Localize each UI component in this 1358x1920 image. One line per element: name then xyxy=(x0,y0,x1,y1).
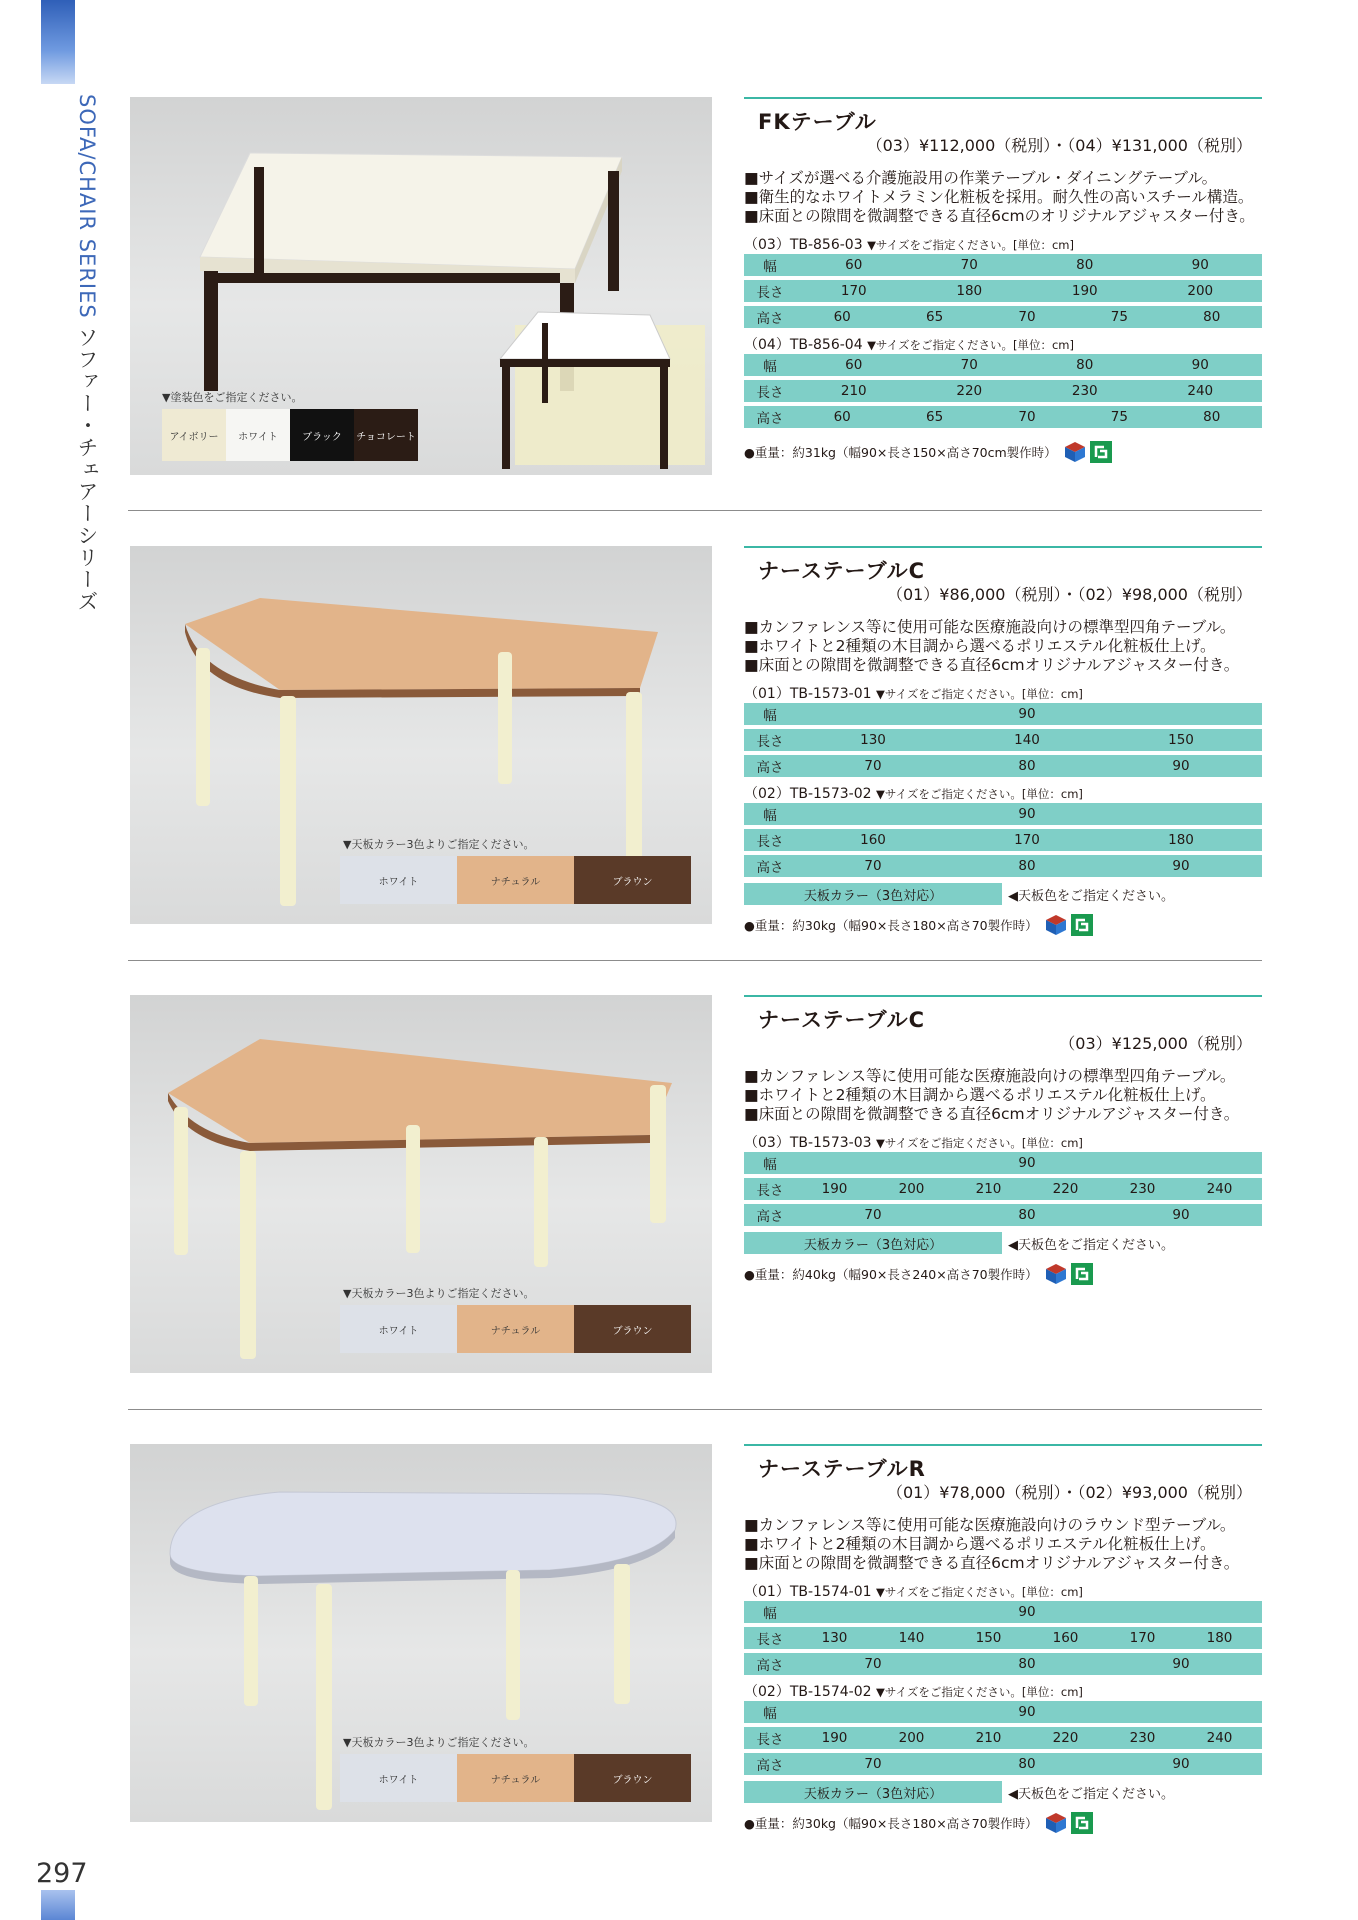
series-label-en: SOFA/CHAIR SERIES xyxy=(75,94,99,319)
size-value: 200 xyxy=(1187,283,1214,299)
size-value: 80 xyxy=(1203,409,1221,425)
description-line: ■ホワイトと2種類の木目調から選べるポリエステル化粧板仕上げ。 xyxy=(744,1086,1216,1104)
assembly-icon xyxy=(1070,913,1094,937)
size-value: 80 xyxy=(1018,1656,1036,1672)
size-row xyxy=(744,354,1262,376)
size-value: 80 xyxy=(1018,758,1036,774)
title-rule xyxy=(744,97,1262,99)
product-description xyxy=(744,169,1264,226)
size-value: 70 xyxy=(864,1656,882,1672)
size-value: 210 xyxy=(975,1730,1002,1746)
size-row-label: 長さ xyxy=(756,1632,784,1648)
size-value: 90 xyxy=(1018,806,1036,822)
size-table-heading xyxy=(744,1681,1083,1701)
size-value: 90 xyxy=(1172,758,1190,774)
size-value: 90 xyxy=(1191,257,1209,273)
size-value: 70 xyxy=(960,357,978,373)
size-row xyxy=(744,1204,1262,1226)
product-section xyxy=(0,546,1358,996)
top-color-row xyxy=(744,1232,1174,1254)
product-photo xyxy=(130,546,712,924)
side-accent-bar-bottom xyxy=(41,1890,75,1920)
shipping-box-icon xyxy=(1063,440,1087,464)
size-note: ▼サイズをご指定ください。[単位：cm] xyxy=(867,338,1074,352)
size-value: 75 xyxy=(1110,309,1128,325)
size-value: 65 xyxy=(925,309,944,325)
size-value: 70 xyxy=(864,1756,882,1772)
page-number: 297 xyxy=(36,1858,88,1889)
size-note: ▼サイズをご指定ください。[単位：cm] xyxy=(875,1136,1083,1150)
size-row-label: 高さ xyxy=(756,760,784,776)
size-row xyxy=(744,254,1262,276)
size-value: 65 xyxy=(925,409,944,425)
size-row xyxy=(744,306,1262,328)
title-rule xyxy=(744,1444,1262,1446)
size-value: 190 xyxy=(821,1730,848,1746)
size-row-label: 幅 xyxy=(763,1706,777,1722)
size-row xyxy=(744,855,1262,877)
size-value: 190 xyxy=(821,1181,848,1197)
size-row-label: 長さ xyxy=(756,1732,784,1748)
color-swatch[interactable]: アイボリー xyxy=(162,409,226,461)
model-number: （01）TB-1574-01 xyxy=(744,1584,872,1600)
size-row-label: 長さ xyxy=(756,1183,784,1199)
color-swatch[interactable]: ブラック xyxy=(290,409,354,461)
size-row xyxy=(744,1653,1262,1675)
table-leg xyxy=(608,171,619,291)
size-value: 80 xyxy=(1018,1756,1036,1772)
size-value: 230 xyxy=(1071,383,1098,399)
size-value: 170 xyxy=(1014,832,1040,848)
product-title: ナーステーブルR xyxy=(758,1457,926,1481)
description-line: ■サイズが選べる介護施設用の作業テーブル・ダイニングテーブル。 xyxy=(744,169,1218,187)
size-value: 200 xyxy=(898,1730,925,1746)
size-row xyxy=(744,1727,1262,1749)
size-value: 80 xyxy=(1076,357,1094,373)
size-table-heading xyxy=(744,334,1074,354)
size-row xyxy=(744,1753,1262,1775)
size-value: 60 xyxy=(833,309,851,325)
size-value: 230 xyxy=(1129,1181,1156,1197)
size-value: 170 xyxy=(1129,1630,1156,1646)
table-leg xyxy=(506,1570,520,1720)
model-number: （02）TB-1574-02 xyxy=(744,1684,872,1700)
table-leg xyxy=(174,1107,188,1255)
size-value: 180 xyxy=(956,283,983,299)
model-number: （03）TB-1573-03 xyxy=(744,1135,872,1151)
top-color-box: 天板カラー（3色対応） xyxy=(744,1781,1002,1803)
top-color-box: 天板カラー（3色対応） xyxy=(744,1232,1002,1254)
size-value: 90 xyxy=(1018,1604,1036,1620)
description-line: ■床面との隙間を微調整できる直径6cmのオリジナルアジャスター付き。 xyxy=(744,207,1255,225)
color-swatches xyxy=(340,1754,691,1802)
size-value: 170 xyxy=(840,283,867,299)
size-value: 70 xyxy=(1018,409,1036,425)
size-table-heading xyxy=(744,683,1083,703)
top-color-box: 天板カラー（3色対応） xyxy=(744,883,1002,905)
size-row-label: 幅 xyxy=(763,259,777,275)
size-value: 60 xyxy=(845,257,863,273)
product-section xyxy=(0,995,1358,1445)
table-leg xyxy=(534,1137,548,1267)
size-row xyxy=(744,380,1262,402)
table-leg xyxy=(240,1151,256,1359)
top-color-row xyxy=(744,1781,1174,1803)
product-title: ナーステーブルC xyxy=(758,559,926,583)
size-row-label: 高さ xyxy=(756,1758,784,1774)
color-swatch[interactable]: ナチュラル xyxy=(457,856,574,904)
swatch-note: ▼天板カラー3色よりご指定ください。 xyxy=(343,1736,535,1749)
weight-line xyxy=(744,440,1113,464)
size-row-label: 長さ xyxy=(756,285,784,301)
size-value: 210 xyxy=(975,1181,1002,1197)
color-swatch[interactable]: チョコレート xyxy=(354,409,418,461)
size-value: 90 xyxy=(1172,858,1190,874)
color-swatch[interactable]: ブラウン xyxy=(574,1754,691,1802)
size-value: 90 xyxy=(1191,357,1209,373)
product-photo xyxy=(130,1444,712,1822)
description-line: ■カンファレンス等に使用可能な医療施設向けの標準型四角テーブル。 xyxy=(744,1067,1236,1085)
size-value: 200 xyxy=(898,1181,925,1197)
size-value: 70 xyxy=(864,1207,882,1223)
size-value: 60 xyxy=(833,409,851,425)
weight-text: ●重量：約30kg（幅90×長さ180×高さ70製作時） xyxy=(744,1816,1038,1831)
size-note: ▼サイズをご指定ください。[単位：cm] xyxy=(875,1585,1083,1599)
size-row-label: 幅 xyxy=(763,708,777,724)
product-photo xyxy=(130,995,712,1373)
table-leg xyxy=(614,1564,630,1704)
size-value: 240 xyxy=(1187,383,1214,399)
size-value: 180 xyxy=(1168,832,1194,848)
size-row xyxy=(744,755,1262,777)
size-table-heading xyxy=(744,783,1083,803)
size-row xyxy=(744,1601,1262,1623)
size-value: 90 xyxy=(1018,706,1036,722)
weight-text: ●重量：約40kg（幅90×長さ240×高さ70製作時） xyxy=(744,1267,1038,1282)
product-photo xyxy=(130,97,712,475)
size-row-label: 長さ xyxy=(756,385,784,401)
size-value: 150 xyxy=(1168,732,1194,748)
size-row-label: 高さ xyxy=(756,1209,784,1225)
size-value: 70 xyxy=(1018,309,1036,325)
color-swatches xyxy=(340,856,691,904)
description-line: ■カンファレンス等に使用可能な医療施設向けの標準型四角テーブル。 xyxy=(744,618,1236,636)
table-leg xyxy=(650,1085,666,1223)
description-line: ■カンファレンス等に使用可能な医療施設向けのラウンド型テーブル。 xyxy=(744,1516,1236,1534)
size-note: ▼サイズをご指定ください。[単位：cm] xyxy=(875,787,1083,801)
table-leg xyxy=(498,652,512,784)
weight-text: ●重量：約30kg（幅90×長さ180×高さ70製作時） xyxy=(744,918,1038,933)
description-line: ■ホワイトと2種類の木目調から選べるポリエステル化粧板仕上げ。 xyxy=(744,1535,1216,1553)
side-accent-bar xyxy=(41,0,75,84)
size-row xyxy=(744,803,1262,825)
size-value: 75 xyxy=(1110,409,1128,425)
size-row-label: 幅 xyxy=(763,1606,777,1622)
model-number: （04）TB-856-04 xyxy=(744,337,863,353)
description-line: ■衛生的なホワイトメラミン化粧板を採用。耐久性の高いスチール構造。 xyxy=(744,188,1254,206)
description-line: ■床面との隙間を微調整できる直径6cmオリジナルアジャスター付き。 xyxy=(744,1554,1240,1572)
description-line: ■床面との隙間を微調整できる直径6cmオリジナルアジャスター付き。 xyxy=(744,656,1240,674)
model-number: （01）TB-1573-01 xyxy=(744,686,872,702)
size-value: 130 xyxy=(821,1630,848,1646)
product-price: （03）¥112,000（税別）・（04）¥131,000（税別） xyxy=(866,136,1252,155)
size-value: 160 xyxy=(860,832,886,848)
size-value: 90 xyxy=(1018,1704,1036,1720)
color-swatch[interactable]: ナチュラル xyxy=(457,1305,574,1353)
weight-text: ●重量：約31kg（幅90×長さ150×高さ70cm製作時） xyxy=(744,445,1057,460)
size-value: 160 xyxy=(1052,1630,1079,1646)
size-note: ▼サイズをご指定ください。[単位：cm] xyxy=(875,687,1083,701)
size-value: 180 xyxy=(1206,1630,1233,1646)
size-table-heading xyxy=(744,1581,1083,1601)
size-value: 70 xyxy=(864,758,882,774)
assembly-icon xyxy=(1089,440,1113,464)
product-section xyxy=(0,97,1358,547)
size-row-label: 長さ xyxy=(756,734,784,750)
color-swatches xyxy=(340,1305,691,1353)
product-title: FKテーブル xyxy=(758,110,877,134)
description-line: ■ホワイトと2種類の木目調から選べるポリエステル化粧板仕上げ。 xyxy=(744,637,1216,655)
table-leg xyxy=(280,696,296,906)
swatch-note: ▼天板カラー3色よりご指定ください。 xyxy=(343,838,535,851)
size-value: 150 xyxy=(975,1630,1002,1646)
size-value: 240 xyxy=(1206,1730,1233,1746)
size-value: 70 xyxy=(960,257,978,273)
product-price: （01）¥86,000（税別）・（02）¥98,000（税別） xyxy=(886,585,1252,604)
color-swatches xyxy=(162,409,418,461)
size-value: 90 xyxy=(1172,1756,1190,1772)
size-value: 90 xyxy=(1018,1155,1036,1171)
weight-line xyxy=(744,1811,1094,1835)
size-value: 140 xyxy=(1014,732,1040,748)
weight-line xyxy=(744,1262,1094,1286)
color-swatch[interactable]: ホワイト xyxy=(226,409,290,461)
color-swatch[interactable]: ナチュラル xyxy=(457,1754,574,1802)
top-color-note: ◀天板色をご指定ください。 xyxy=(1008,1237,1174,1253)
assembly-icon xyxy=(1070,1811,1094,1835)
size-value: 90 xyxy=(1172,1207,1190,1223)
model-number: （03）TB-856-03 xyxy=(744,237,863,253)
color-swatch[interactable]: ブラウン xyxy=(574,856,691,904)
product-description xyxy=(744,1516,1264,1573)
shipping-box-icon xyxy=(1044,1262,1068,1286)
size-value: 140 xyxy=(898,1630,925,1646)
size-row-label: 高さ xyxy=(756,860,784,876)
size-value: 80 xyxy=(1076,257,1094,273)
table-leg xyxy=(196,648,210,806)
product-title: ナーステーブルC xyxy=(758,1008,926,1032)
size-value: 230 xyxy=(1129,1730,1156,1746)
color-swatch[interactable]: ホワイト xyxy=(340,856,457,904)
size-row-label: 高さ xyxy=(756,1658,784,1674)
size-value: 220 xyxy=(1052,1730,1079,1746)
swatch-note: ▼天板カラー3色よりご指定ください。 xyxy=(343,1287,535,1300)
model-number: （02）TB-1573-02 xyxy=(744,786,872,802)
product-price: （03）¥125,000（税別） xyxy=(1059,1034,1252,1053)
size-value: 90 xyxy=(1172,1656,1190,1672)
top-color-note: ◀天板色をご指定ください。 xyxy=(1008,888,1174,904)
size-row xyxy=(744,703,1262,725)
size-row xyxy=(744,1178,1262,1200)
size-row xyxy=(744,1627,1262,1649)
size-row xyxy=(744,729,1262,751)
top-color-row xyxy=(744,883,1174,905)
product-description xyxy=(744,1067,1264,1124)
size-row xyxy=(744,280,1262,302)
table-leg xyxy=(406,1125,420,1253)
size-value: 210 xyxy=(840,383,867,399)
description-line: ■床面との隙間を微調整できる直径6cmオリジナルアジャスター付き。 xyxy=(744,1105,1240,1123)
size-value: 130 xyxy=(860,732,886,748)
size-row-label: 高さ xyxy=(756,311,784,327)
size-row-label: 長さ xyxy=(756,834,784,850)
series-label-jp: ソファー・チェアーシリーズ xyxy=(75,326,99,613)
size-row-label: 幅 xyxy=(763,359,777,375)
color-swatch[interactable]: ホワイト xyxy=(340,1754,457,1802)
swatch-note: ▼塗装色をご指定ください。 xyxy=(162,391,303,404)
table-leg xyxy=(204,271,218,391)
top-color-note: ◀天板色をご指定ください。 xyxy=(1008,1786,1174,1802)
size-value: 220 xyxy=(956,383,983,399)
title-rule xyxy=(744,546,1262,548)
product-section xyxy=(0,1444,1358,1894)
size-value: 80 xyxy=(1018,1207,1036,1223)
table-leg xyxy=(316,1584,332,1810)
size-value: 190 xyxy=(1071,283,1098,299)
size-row xyxy=(744,406,1262,428)
size-note: ▼サイズをご指定ください。[単位：cm] xyxy=(875,1685,1083,1699)
size-row xyxy=(744,1701,1262,1723)
table-leg xyxy=(254,167,264,277)
size-value: 80 xyxy=(1203,309,1221,325)
size-row xyxy=(744,829,1262,851)
product-price: （01）¥78,000（税別）・（02）¥93,000（税別） xyxy=(886,1483,1252,1502)
weight-line xyxy=(744,913,1094,937)
size-row-label: 幅 xyxy=(763,808,777,824)
size-note: ▼サイズをご指定ください。[単位：cm] xyxy=(867,238,1074,252)
shipping-box-icon xyxy=(1044,1811,1068,1835)
size-row-label: 高さ xyxy=(756,411,784,427)
size-value: 60 xyxy=(845,357,863,373)
color-swatch[interactable]: ブラウン xyxy=(574,1305,691,1353)
size-value: 240 xyxy=(1206,1181,1233,1197)
table-leg xyxy=(244,1576,258,1706)
size-row xyxy=(744,1152,1262,1174)
size-table-heading xyxy=(744,1132,1083,1152)
size-row-label: 幅 xyxy=(763,1157,777,1173)
shipping-box-icon xyxy=(1044,913,1068,937)
size-value: 220 xyxy=(1052,1181,1079,1197)
size-table-heading xyxy=(744,234,1074,254)
size-value: 70 xyxy=(864,858,882,874)
color-swatch[interactable]: ホワイト xyxy=(340,1305,457,1353)
size-value: 80 xyxy=(1018,858,1036,874)
title-rule xyxy=(744,995,1262,997)
assembly-icon xyxy=(1070,1262,1094,1286)
product-description xyxy=(744,618,1264,675)
